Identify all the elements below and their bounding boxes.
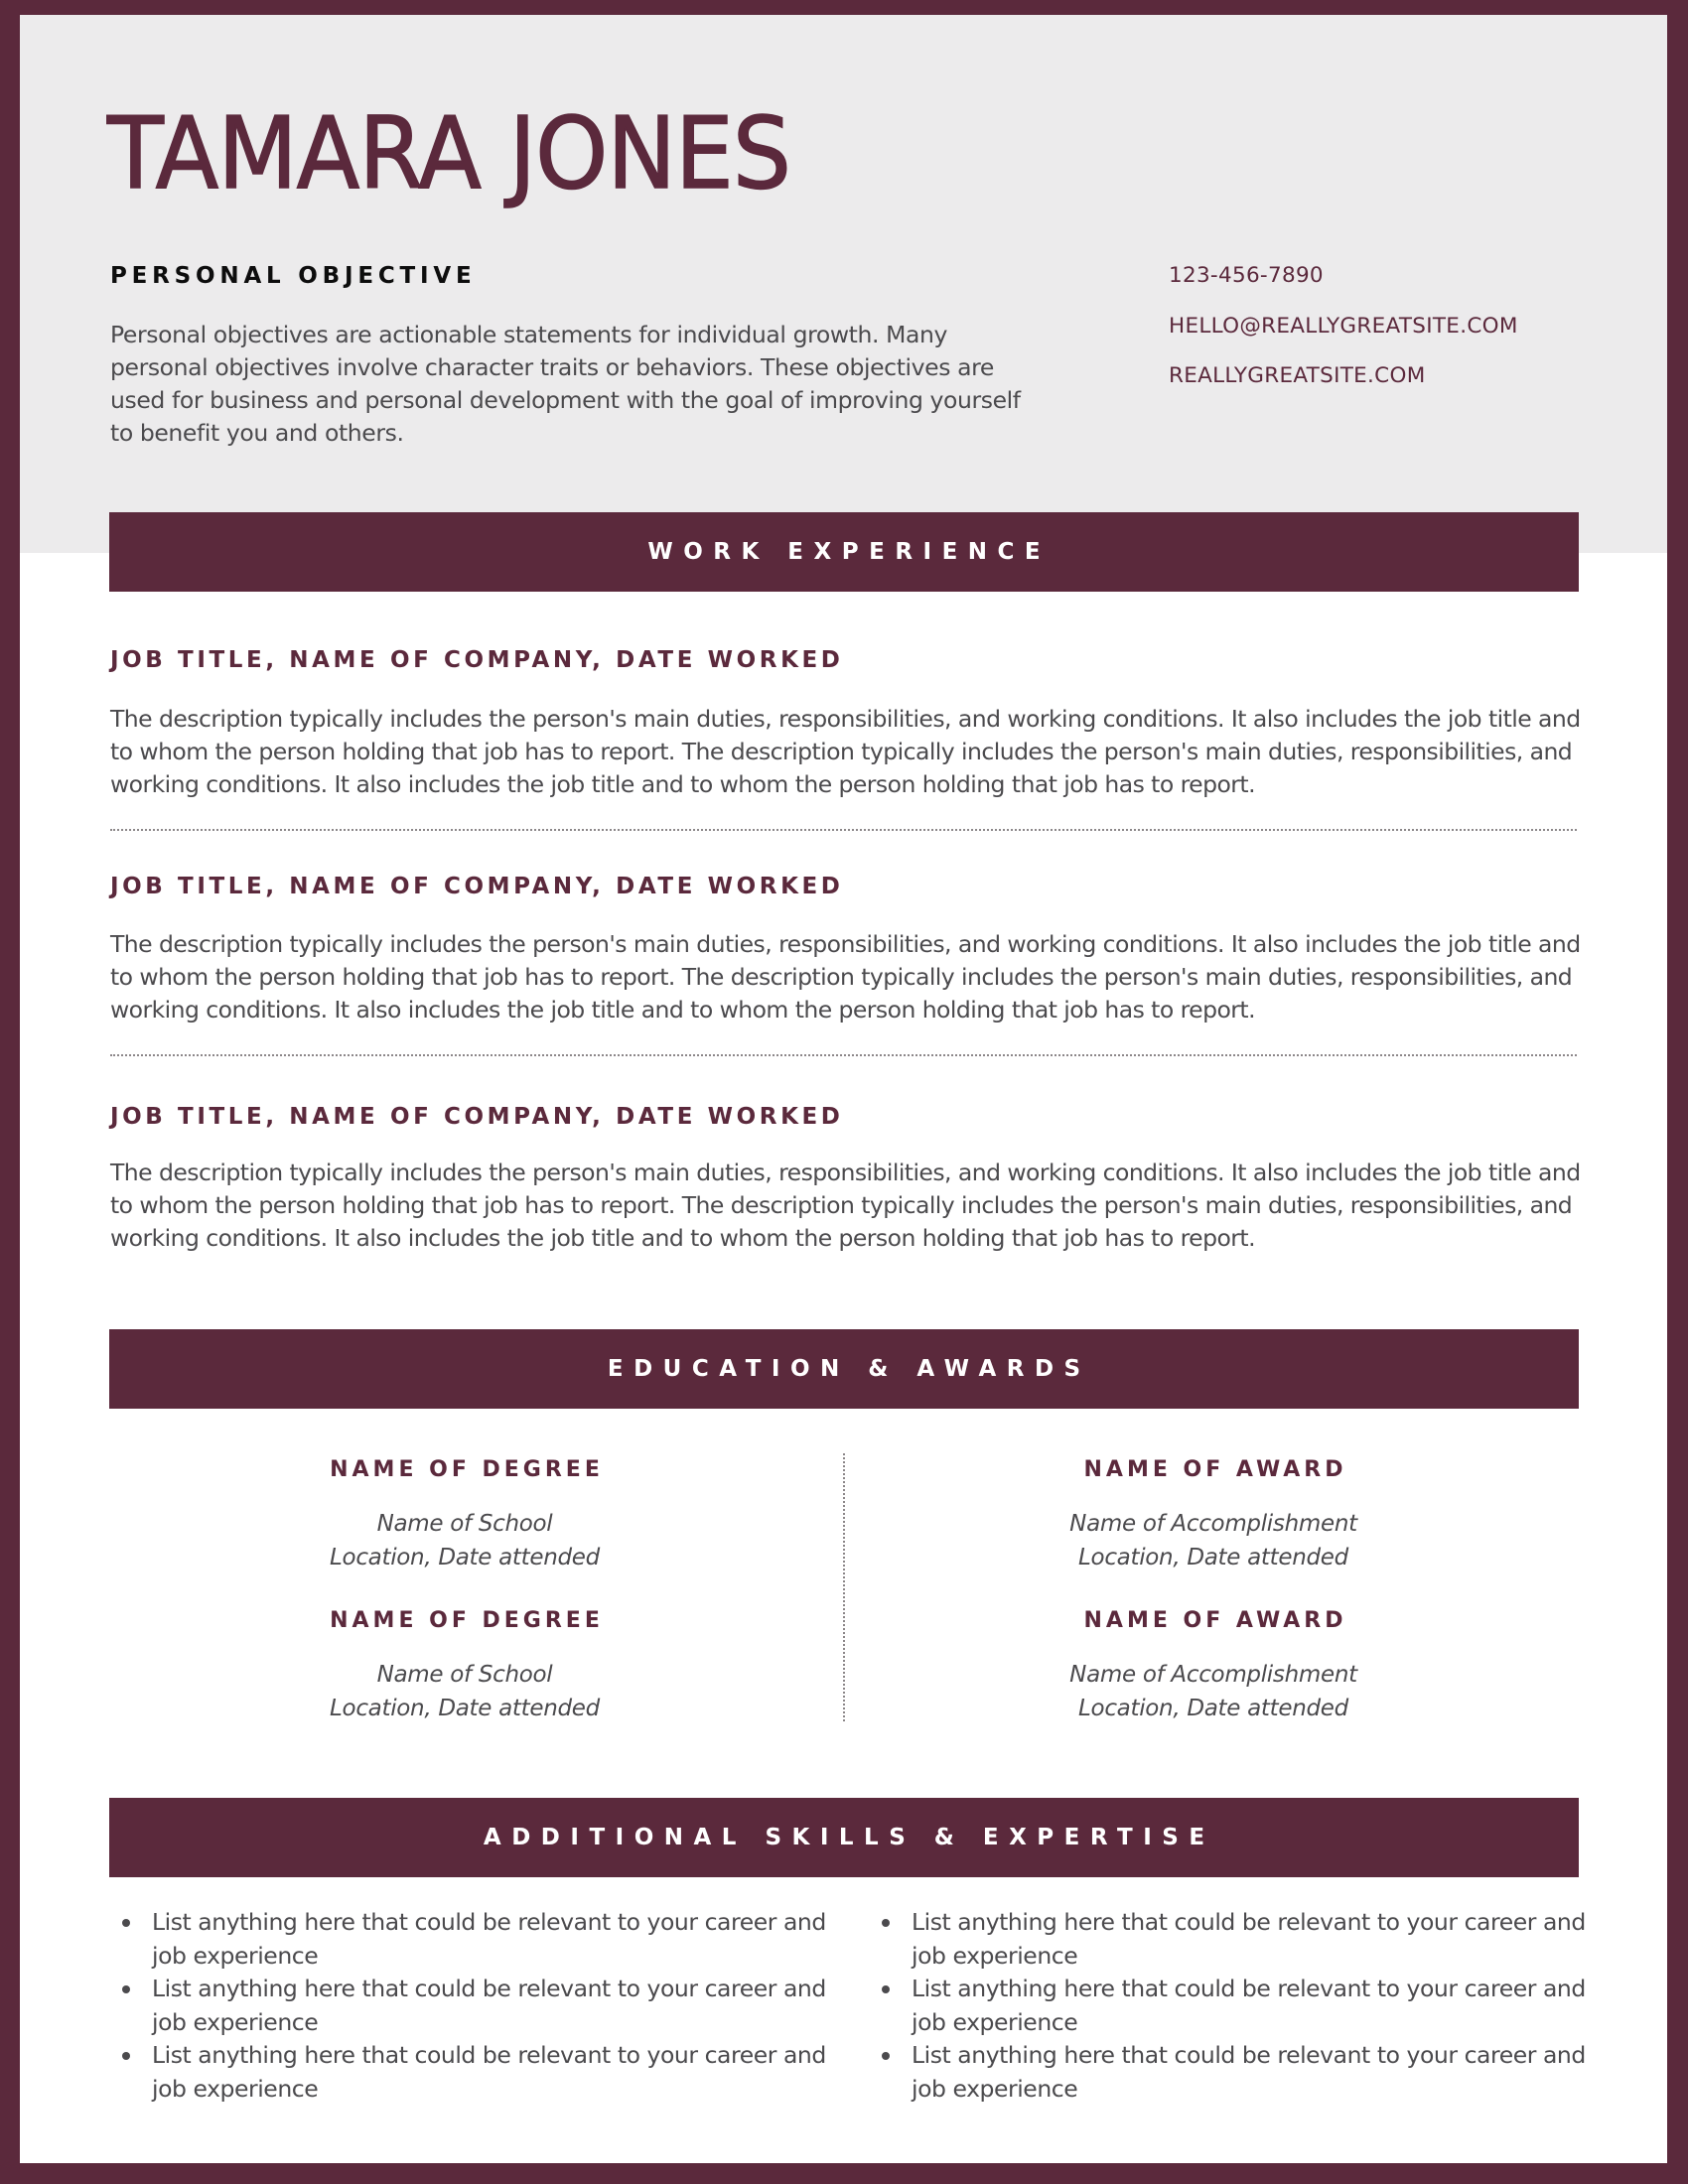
bullet-icon [122, 1919, 130, 1927]
skill-text: List anything here that could be relevant to your career and job experience [152, 2041, 826, 2103]
skill-item [109, 1973, 844, 2039]
accomplishment-name: Name of Accomplishment [1069, 1511, 1357, 1537]
degrees-column [107, 1456, 822, 1758]
resume-page [20, 15, 1667, 2163]
skill-item [109, 2039, 844, 2106]
award-name: NAME OF AWARD [1083, 1608, 1347, 1633]
objective-text: Personal objectives are actionable statements for individual growth. Many personal objectives involve character traits or behaviors. These objectives are used for business and personal development with the goal of improving yourself to benefit you and others. [110, 321, 1021, 447]
school-name: Name of School [376, 1511, 553, 1537]
award-detail: Location, Date attended [1078, 1695, 1348, 1721]
section-title: WORK EXPERIENCE [647, 539, 1052, 565]
job-description: The description typically includes the person's main duties, responsibilities, and working conditions. It also includes the job title and to whom the person holding that job has to report. The description typically includes the person's main duties, responsibilities, and working conditions. It also includes the job title and to whom the person holding that job has to report. [110, 930, 1581, 1024]
skills-list-left [109, 1906, 844, 2106]
skill-text: List anything here that could be relevant to your career and job experience [912, 2041, 1586, 2103]
section-title: EDUCATION & AWARDS [607, 1356, 1091, 1382]
job-title: JOB TITLE, NAME OF COMPANY, DATE WORKED [110, 1104, 844, 1130]
skill-item [869, 1973, 1604, 2039]
award-name: NAME OF AWARD [1083, 1457, 1347, 1482]
section-header-work-experience [109, 512, 1579, 592]
section-header-skills [109, 1798, 1579, 1877]
award-entry [856, 1456, 1571, 1607]
job-title: JOB TITLE, NAME OF COMPANY, DATE WORKED [110, 647, 844, 673]
bullet-icon [882, 1985, 890, 1993]
column-divider [843, 1453, 845, 1721]
degree-name: NAME OF DEGREE [330, 1457, 604, 1482]
degree-detail: Location, Date attended [330, 1544, 600, 1570]
divider [110, 829, 1577, 831]
candidate-name: TAMARA JONES [107, 95, 790, 211]
bullet-icon [882, 1919, 890, 1927]
job-title: JOB TITLE, NAME OF COMPANY, DATE WORKED [110, 874, 844, 899]
skill-item [109, 1906, 844, 1973]
bullet-icon [122, 1985, 130, 1993]
skill-text: List anything here that could be relevant to your career and job experience [152, 1975, 826, 2036]
accomplishment-name: Name of Accomplishment [1069, 1662, 1357, 1688]
degree-entry [107, 1456, 822, 1607]
section-title: ADDITIONAL SKILLS & EXPERTISE [483, 1825, 1215, 1850]
bullet-icon [122, 2052, 130, 2060]
degree-name: NAME OF DEGREE [330, 1608, 604, 1633]
degree-entry [107, 1607, 822, 1758]
degree-detail: Location, Date attended [330, 1695, 600, 1721]
contact-email: HELLO@REALLYGREATSITE.COM [1169, 313, 1518, 339]
skill-text: List anything here that could be relevant to your career and job experience [912, 1975, 1586, 2036]
job-description: The description typically includes the person's main duties, responsibilities, and working conditions. It also includes the job title and to whom the person holding that job has to report. The description typically includes the person's main duties, responsibilities, and working conditions. It also includes the job title and to whom the person holding that job has to report. [110, 1159, 1581, 1252]
skill-text: List anything here that could be relevant to your career and job experience [912, 1908, 1586, 1970]
divider [110, 1054, 1577, 1056]
contact-website: REALLYGREATSITE.COM [1169, 363, 1426, 388]
award-entry [856, 1607, 1571, 1758]
objective-heading: PERSONAL OBJECTIVE [110, 263, 477, 289]
skill-item [869, 1906, 1604, 1973]
skill-text: List anything here that could be relevant to your career and job experience [152, 1908, 826, 1970]
job-description: The description typically includes the person's main duties, responsibilities, and working conditions. It also includes the job title and to whom the person holding that job has to report. The description typically includes the person's main duties, responsibilities, and working conditions. It also includes the job title and to whom the person holding that job has to report. [110, 705, 1581, 798]
skill-item [869, 2039, 1604, 2106]
contact-info [1169, 262, 1518, 413]
bullet-icon [882, 2052, 890, 2060]
skills-list-right [869, 1906, 1604, 2106]
award-detail: Location, Date attended [1078, 1544, 1348, 1570]
awards-column [856, 1456, 1571, 1758]
contact-phone: 123-456-7890 [1169, 263, 1324, 288]
school-name: Name of School [376, 1662, 553, 1688]
section-header-education-awards [109, 1329, 1579, 1409]
